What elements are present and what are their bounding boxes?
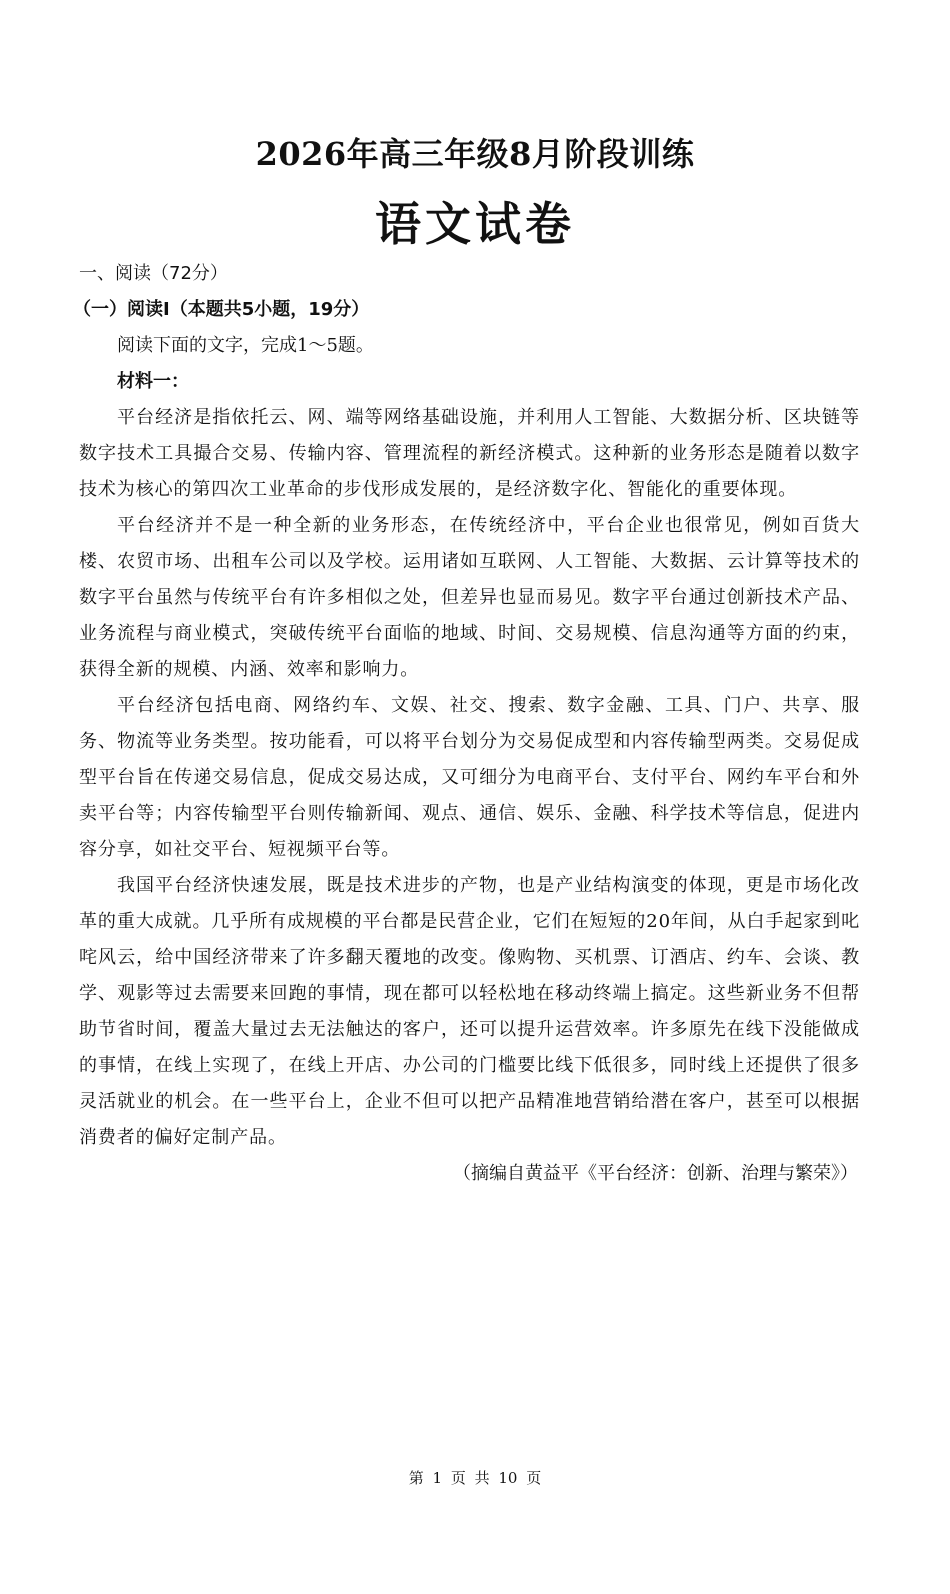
exam-subject-title: 语文试卷 (375, 197, 575, 251)
paragraph-4: 我国平台经济快速发展，既是技术进步的产物，也是产业结构演变的体现，更是市场化改革的重大成就。几乎所有成规模的平台都是民营企业，它们在短短的20年间，从白手起家到叱咤风云，给中国经济带来了许多翻天覆地的改变。像购物、买机票、订酒店、约车、会谈、教学、观影等过去需要来回跑的事情，现在都可以轻松地在移动终端上搞定。这些新业务不但帮助节省时间，覆盖大量过去无法触达的客户，还可以提升运营效率。许多原先在线下没能做成的事情，在线上实现了，在线上开店、办公司的门槛要比线下低很多，同时线上还提供了很多灵活就业的机会。在一些平台上，企业不但可以把产品精准地营销给潜在客户，甚至可以根据消费者的偏好定制产品。 (79, 875, 860, 1148)
page-number: 第 1 页 共 10 页 (408, 1469, 542, 1487)
paragraph-3: 平台经济包括电商、网络约车、文娱、社交、搜索、数字金融、工具、门户、共享、服务、物流等业务类型。按功能看，可以将平台划分为交易促成型和内容传输型两类。交易促成型平台旨在传递交易信息，促成交易达成，又可细分为电商平台、支付平台、网约车平台和外卖平台等；内容传输型平台则传输新闻、观点、通信、娱乐、金融、科学技术等信息，促进内容分享，如社交平台、短视频平台等。 (79, 695, 860, 860)
exam-title: 2026年高三年级8月阶段训练 (255, 135, 695, 173)
exam-content (73, 256, 860, 1192)
paragraph-1: 平台经济是指依托云、网、端等网络基础设施，并利用人工智能、大数据分析、区块链等数字技术工具撮合交易、传输内容、管理流程的新经济模式。这种新的业务形态是随着以数字技术为核心的第四次工业革命的步伐形成发展的，是经济数字化、智能化的重要体现。 (79, 407, 860, 500)
subsection-heading: （一）阅读I（本题共5小题，19分） (73, 299, 370, 320)
section-heading: 一、阅读（72分） (79, 263, 228, 284)
source-citation: （摘编自黄益平《平台经济：创新、治理与繁荣》） (453, 1163, 858, 1184)
reading-instruction: 阅读下面的文字，完成1～5题。 (117, 335, 374, 356)
material-label: 材料一： (117, 371, 189, 392)
paragraph-2: 平台经济并不是一种全新的业务形态，在传统经济中，平台企业也很常见，例如百货大楼、农贸市场、出租车公司以及学校。运用诸如互联网、人工智能、大数据、云计算等技术的数字平台虽然与传统平台有许多相似之处，但差异也显而易见。数字平台通过创新技术产品、业务流程与商业模式，突破传统平台面临的地域、时间、交易规模、信息沟通等方面的约束，获得全新的规模、内涵、效率和影响力。 (79, 515, 860, 680)
